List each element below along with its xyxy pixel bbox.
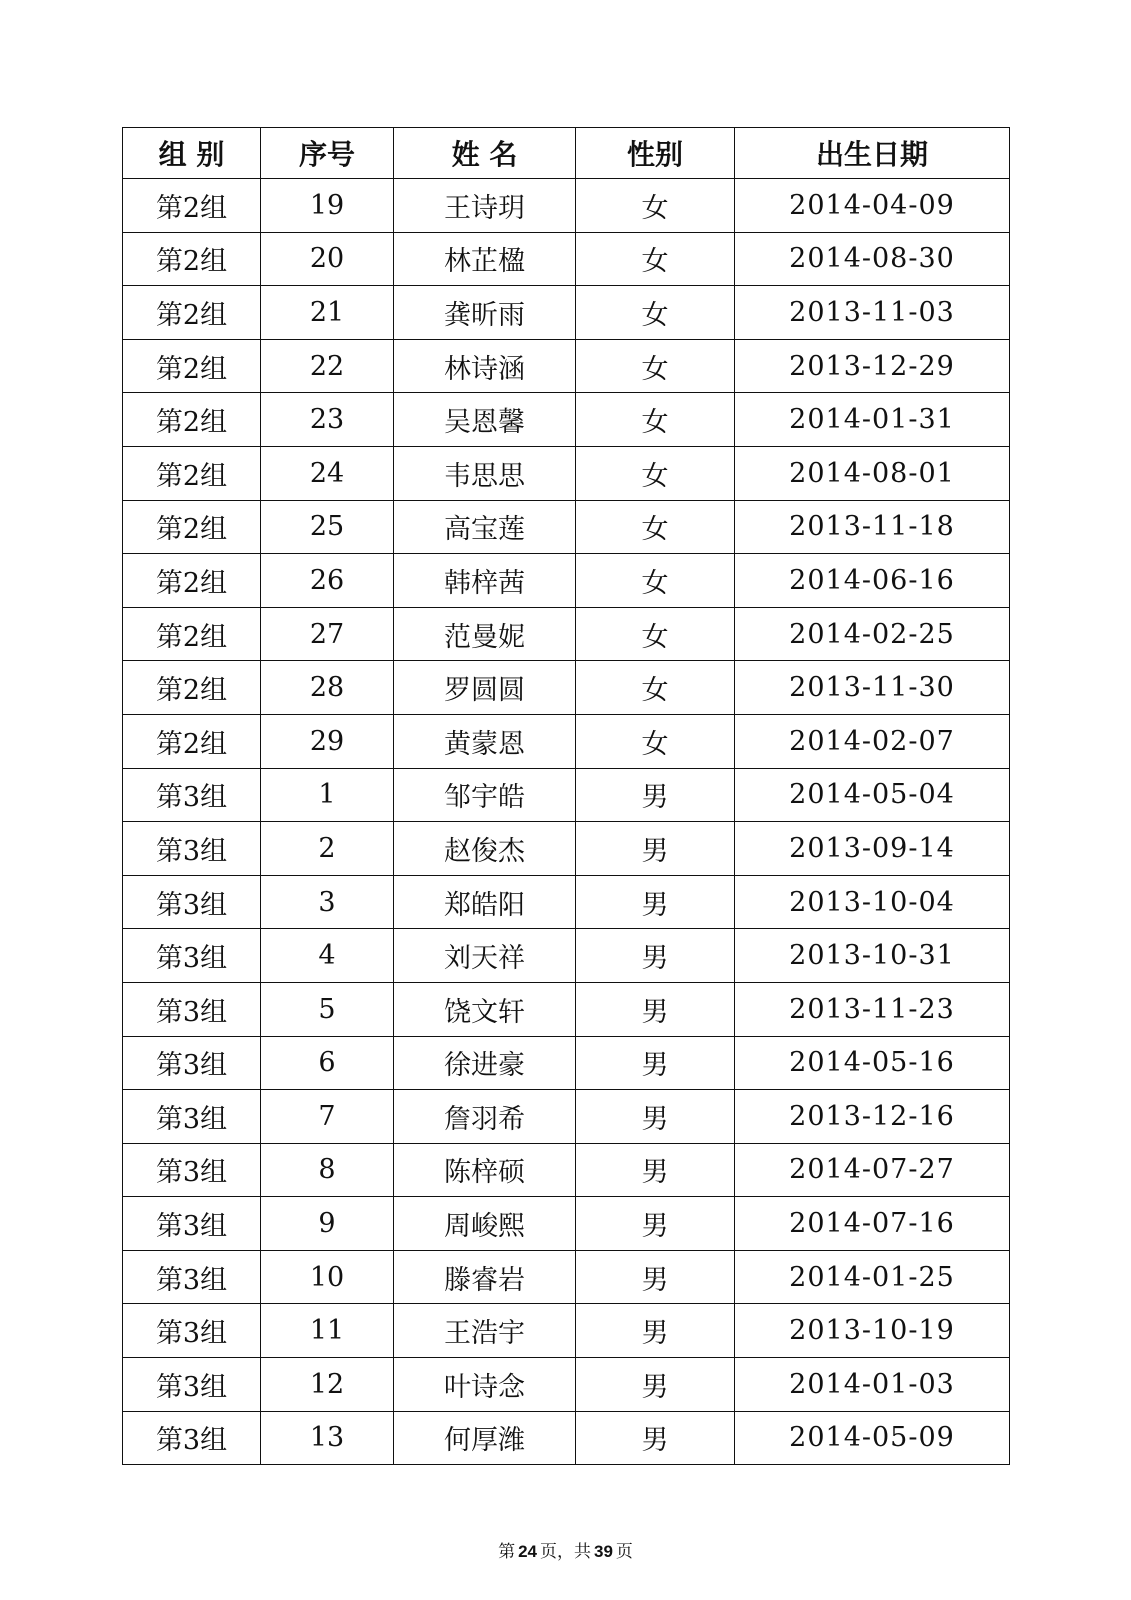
cell-sex: 男 — [576, 1143, 735, 1197]
cell-sex: 女 — [576, 500, 735, 554]
cell-seq: 9 — [261, 1197, 394, 1251]
cell-sex: 男 — [576, 822, 735, 876]
table-row — [123, 1411, 1010, 1465]
cell-name: 刘天祥 — [394, 929, 576, 983]
cell-group: 第3组 — [123, 929, 261, 983]
cell-name: 范曼妮 — [394, 607, 576, 661]
table-row — [123, 446, 1010, 500]
cell-group: 第3组 — [123, 1036, 261, 1090]
cell-seq: 2 — [261, 822, 394, 876]
cell-name: 王浩宇 — [394, 1304, 576, 1358]
table-row — [123, 232, 1010, 286]
page-footer — [0, 1537, 1131, 1562]
table-row — [123, 714, 1010, 768]
cell-group: 第2组 — [123, 393, 261, 447]
cell-birth-date: 2014-01-31 — [735, 393, 1010, 447]
cell-seq: 21 — [261, 286, 394, 340]
cell-name: 周峻熙 — [394, 1197, 576, 1251]
cell-sex: 男 — [576, 875, 735, 929]
cell-group: 第3组 — [123, 768, 261, 822]
cell-seq: 25 — [261, 500, 394, 554]
cell-birth-date: 2014-02-25 — [735, 607, 1010, 661]
cell-sex: 男 — [576, 929, 735, 983]
table-row — [123, 1250, 1010, 1304]
cell-seq: 20 — [261, 232, 394, 286]
cell-name: 詹羽希 — [394, 1090, 576, 1144]
cell-group: 第3组 — [123, 1197, 261, 1251]
cell-birth-date: 2014-04-09 — [735, 179, 1010, 233]
cell-birth-date: 2013-10-04 — [735, 875, 1010, 929]
cell-seq: 10 — [261, 1250, 394, 1304]
cell-birth-date: 2013-11-23 — [735, 982, 1010, 1036]
cell-seq: 29 — [261, 714, 394, 768]
cell-birth-date: 2013-10-19 — [735, 1304, 1010, 1358]
total-pages-number: 39 — [594, 1542, 613, 1561]
cell-group: 第2组 — [123, 339, 261, 393]
cell-name: 韩梓茜 — [394, 554, 576, 608]
cell-seq: 8 — [261, 1143, 394, 1197]
table-row — [123, 500, 1010, 554]
table-row — [123, 875, 1010, 929]
cell-sex: 女 — [576, 339, 735, 393]
table-header-row — [123, 128, 1010, 179]
table-row — [123, 982, 1010, 1036]
cell-group: 第2组 — [123, 607, 261, 661]
cell-sex: 女 — [576, 446, 735, 500]
table-row — [123, 768, 1010, 822]
cell-birth-date: 2013-11-18 — [735, 500, 1010, 554]
footer-middle: 页，共 — [540, 1542, 591, 1562]
cell-seq: 23 — [261, 393, 394, 447]
cell-name: 王诗玥 — [394, 179, 576, 233]
cell-group: 第2组 — [123, 286, 261, 340]
cell-group: 第3组 — [123, 982, 261, 1036]
table-row — [123, 554, 1010, 608]
cell-name: 罗圆圆 — [394, 661, 576, 715]
cell-name: 陈梓硕 — [394, 1143, 576, 1197]
cell-sex: 女 — [576, 286, 735, 340]
table-row — [123, 1036, 1010, 1090]
table-row — [123, 1090, 1010, 1144]
cell-sex: 女 — [576, 554, 735, 608]
table-row — [123, 1143, 1010, 1197]
table-row — [123, 1358, 1010, 1412]
cell-sex: 女 — [576, 607, 735, 661]
cell-birth-date: 2013-12-29 — [735, 339, 1010, 393]
cell-name: 赵俊杰 — [394, 822, 576, 876]
cell-sex: 男 — [576, 1250, 735, 1304]
cell-birth-date: 2014-01-25 — [735, 1250, 1010, 1304]
cell-group: 第2组 — [123, 714, 261, 768]
table-row — [123, 661, 1010, 715]
table-row — [123, 339, 1010, 393]
cell-sex: 男 — [576, 1411, 735, 1465]
cell-seq: 5 — [261, 982, 394, 1036]
table-row — [123, 929, 1010, 983]
cell-birth-date: 2013-11-30 — [735, 661, 1010, 715]
cell-seq: 13 — [261, 1411, 394, 1465]
table-row — [123, 179, 1010, 233]
cell-group: 第2组 — [123, 661, 261, 715]
cell-birth-date: 2014-02-07 — [735, 714, 1010, 768]
cell-sex: 男 — [576, 768, 735, 822]
cell-birth-date: 2014-07-27 — [735, 1143, 1010, 1197]
cell-sex: 男 — [576, 982, 735, 1036]
cell-name: 林芷楹 — [394, 232, 576, 286]
table-row — [123, 1304, 1010, 1358]
cell-group: 第2组 — [123, 446, 261, 500]
cell-sex: 女 — [576, 393, 735, 447]
cell-birth-date: 2014-05-16 — [735, 1036, 1010, 1090]
cell-group: 第3组 — [123, 1358, 261, 1412]
table-row — [123, 1197, 1010, 1251]
cell-group: 第2组 — [123, 179, 261, 233]
cell-name: 何厚潍 — [394, 1411, 576, 1465]
cell-name: 郑皓阳 — [394, 875, 576, 929]
cell-name: 叶诗念 — [394, 1358, 576, 1412]
roster-table — [122, 127, 1010, 1465]
header-seq: 序号 — [261, 128, 394, 179]
cell-name: 吴恩馨 — [394, 393, 576, 447]
table-row — [123, 393, 1010, 447]
cell-group: 第3组 — [123, 1411, 261, 1465]
cell-name: 徐进豪 — [394, 1036, 576, 1090]
cell-seq: 27 — [261, 607, 394, 661]
cell-group: 第3组 — [123, 822, 261, 876]
cell-sex: 男 — [576, 1197, 735, 1251]
cell-group: 第3组 — [123, 1090, 261, 1144]
cell-sex: 男 — [576, 1358, 735, 1412]
cell-seq: 12 — [261, 1358, 394, 1412]
table-row — [123, 286, 1010, 340]
cell-seq: 4 — [261, 929, 394, 983]
cell-name: 高宝莲 — [394, 500, 576, 554]
cell-seq: 11 — [261, 1304, 394, 1358]
cell-birth-date: 2014-06-16 — [735, 554, 1010, 608]
cell-name: 黄蒙恩 — [394, 714, 576, 768]
cell-group: 第3组 — [123, 1304, 261, 1358]
cell-birth-date: 2014-01-03 — [735, 1358, 1010, 1412]
header-group: 组 别 — [123, 128, 261, 179]
cell-seq: 22 — [261, 339, 394, 393]
cell-birth-date: 2013-12-16 — [735, 1090, 1010, 1144]
table-body — [123, 179, 1010, 1465]
cell-birth-date: 2014-08-01 — [735, 446, 1010, 500]
cell-name: 龚昕雨 — [394, 286, 576, 340]
cell-birth-date: 2013-09-14 — [735, 822, 1010, 876]
cell-name: 邹宇皓 — [394, 768, 576, 822]
cell-seq: 24 — [261, 446, 394, 500]
cell-name: 滕睿岩 — [394, 1250, 576, 1304]
cell-sex: 女 — [576, 661, 735, 715]
cell-birth-date: 2013-10-31 — [735, 929, 1010, 983]
cell-sex: 男 — [576, 1036, 735, 1090]
cell-seq: 19 — [261, 179, 394, 233]
cell-seq: 6 — [261, 1036, 394, 1090]
cell-group: 第3组 — [123, 1143, 261, 1197]
cell-sex: 女 — [576, 714, 735, 768]
cell-birth-date: 2014-07-16 — [735, 1197, 1010, 1251]
cell-group: 第2组 — [123, 554, 261, 608]
cell-name: 韦思思 — [394, 446, 576, 500]
cell-birth-date: 2014-05-09 — [735, 1411, 1010, 1465]
cell-seq: 28 — [261, 661, 394, 715]
cell-seq: 26 — [261, 554, 394, 608]
header-sex: 性别 — [576, 128, 735, 179]
cell-seq: 3 — [261, 875, 394, 929]
cell-group: 第2组 — [123, 232, 261, 286]
cell-name: 林诗涵 — [394, 339, 576, 393]
cell-birth-date: 2013-11-03 — [735, 286, 1010, 340]
cell-sex: 男 — [576, 1304, 735, 1358]
cell-name: 饶文轩 — [394, 982, 576, 1036]
footer-suffix: 页 — [615, 1542, 633, 1562]
header-birth-date: 出生日期 — [735, 128, 1010, 179]
cell-group: 第3组 — [123, 875, 261, 929]
cell-seq: 1 — [261, 768, 394, 822]
table-row — [123, 607, 1010, 661]
footer-prefix: 第 — [498, 1542, 516, 1562]
cell-birth-date: 2014-08-30 — [735, 232, 1010, 286]
cell-sex: 女 — [576, 232, 735, 286]
cell-birth-date: 2014-05-04 — [735, 768, 1010, 822]
cell-sex: 女 — [576, 179, 735, 233]
cell-sex: 男 — [576, 1090, 735, 1144]
header-name: 姓 名 — [394, 128, 576, 179]
current-page-number: 24 — [518, 1542, 537, 1561]
cell-group: 第3组 — [123, 1250, 261, 1304]
table-row — [123, 822, 1010, 876]
cell-group: 第2组 — [123, 500, 261, 554]
cell-seq: 7 — [261, 1090, 394, 1144]
